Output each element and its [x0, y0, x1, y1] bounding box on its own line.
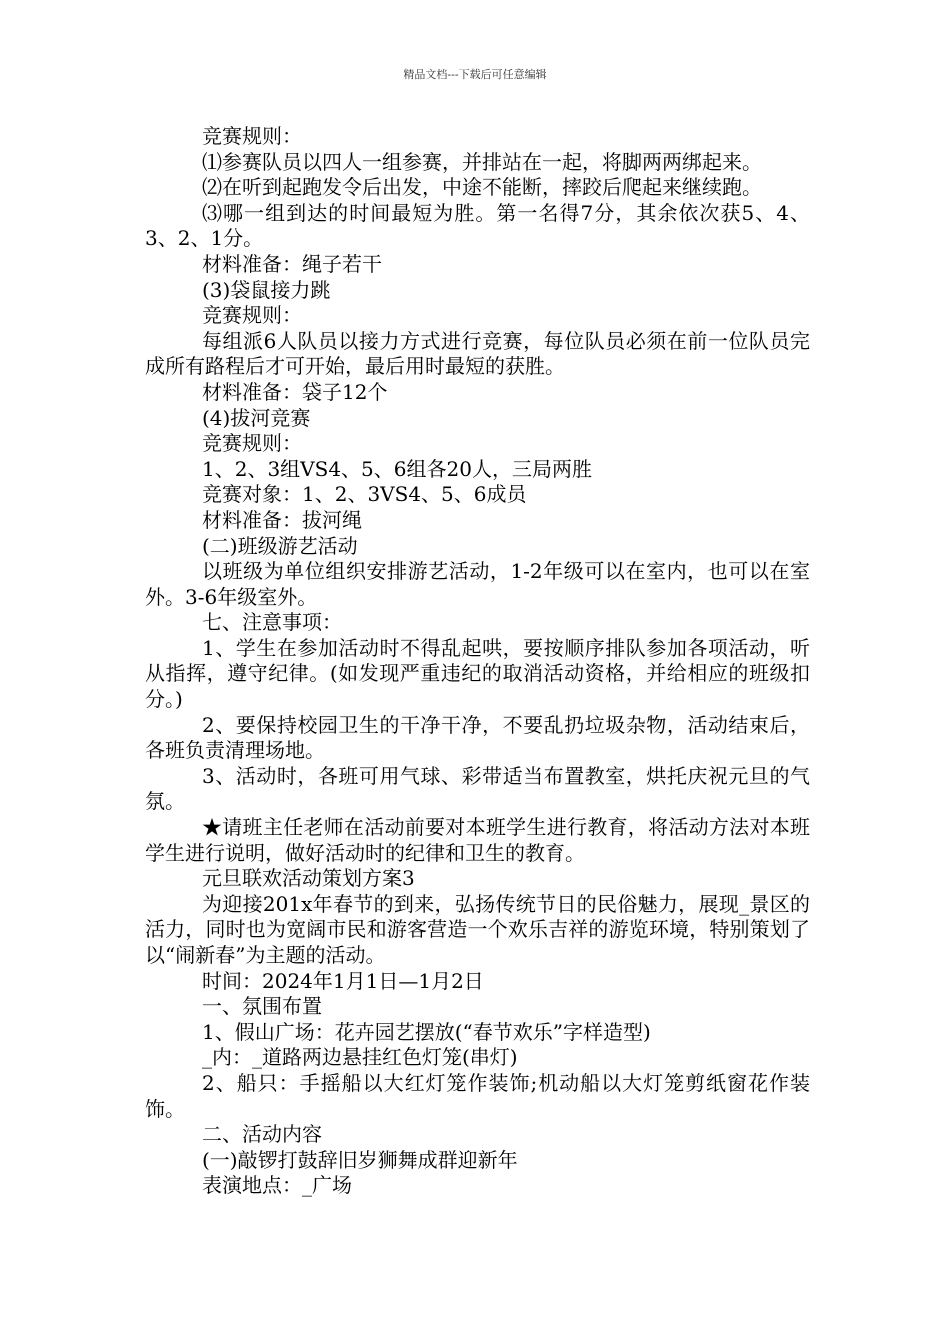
paragraph: 材料准备：拔河绳 [202, 507, 362, 532]
paragraph: 竞赛规则： [202, 303, 302, 328]
paragraph: 七、注意事项： [202, 610, 342, 635]
paragraph: 1、学生在参加活动时不得乱起哄，要按顺序排队参加各项活动，听从指挥，遵守纪律。(如发现严重违纪的取消活动资格，并给相应的班级扣分。) [145, 635, 810, 712]
paragraph: 一、氛围布置 [202, 994, 322, 1019]
paragraph: (4)拔河竞赛 [202, 405, 311, 430]
page-header: 精品文档---下载后可任意编辑 [403, 68, 547, 81]
paragraph: 3、活动时，各班可用气球、彩带适当布置教室，烘托庆祝元旦的气氛。 [145, 763, 810, 814]
paragraph: _内：_道路两边悬挂红色灯笼(串灯) [202, 1045, 518, 1070]
paragraph: ⑶哪一组到达的时间最短为胜。第一名得7分，其余依次获5、4、3、2、1分。 [145, 200, 810, 251]
paragraph: 竞赛规则： [202, 124, 302, 148]
paragraph: 2、要保持校园卫生的干净干净，不要乱扔垃圾杂物，活动结束后，各班负责清理场地。 [145, 712, 810, 763]
paragraph: 表演地点：_广场 [202, 1173, 352, 1198]
paragraph: 竞赛对象：1、2、3VS4、5、6成员 [202, 482, 527, 507]
paragraph: 1、假山广场：花卉园艺摆放(“春节欢乐”字样造型) [202, 1019, 651, 1044]
paragraph: ⑴参赛队员以四人一组参赛，并排站在一起，将脚两两绑起来。 [202, 149, 762, 174]
paragraph: 竞赛规则： [202, 431, 302, 456]
paragraph: 材料准备：绳子若干 [202, 251, 382, 276]
paragraph: 为迎接201x年春节的到来，弘扬传统节日的民俗魅力，展现_景区的活力，同时也为宽阔市民和游客营造一个欢乐吉祥的游览环境，特别策划了以“闹新春”为主题的活动。 [145, 891, 810, 967]
paragraph: 二、活动内容 [202, 1122, 322, 1147]
paragraph: ⑵在听到起跑发令后出发，中途不能断，摔跤后爬起来继续跑。 [202, 175, 762, 200]
paragraph: (3)袋鼠接力跳 [202, 277, 331, 302]
paragraph: (二)班级游艺活动 [202, 533, 358, 558]
paragraph: (一)敲锣打鼓辞旧岁狮舞成群迎新年 [202, 1147, 518, 1172]
paragraph: 时间：2024年1月1日—1月2日 [202, 968, 484, 993]
paragraph: 2、船只：手摇船以大红灯笼作装饰;机动船以大灯笼剪纸窗花作装饰。 [145, 1070, 810, 1121]
paragraph: 元旦联欢活动策划方案3 [202, 866, 415, 891]
document-body [145, 124, 810, 1199]
paragraph: 每组派6人队员以接力方式进行竞赛，每位队员必须在前一位队员完成所有路程后才可开始，最后用时最短的获胜。 [145, 328, 810, 379]
paragraph: ★请班主任老师在活动前要对本班学生进行教育，将活动方法对本班学生进行说明，做好活动时的纪律和卫生的教育。 [145, 815, 810, 865]
paragraph: 1、2、3组VS4、5、6组各20人，三局两胜 [202, 456, 592, 481]
paragraph: 材料准备：袋子12个 [202, 379, 388, 404]
paragraph: 以班级为单位组织安排游艺活动，1-2年级可以在室内，也可以在室外。3-6年级室外。 [145, 559, 810, 609]
